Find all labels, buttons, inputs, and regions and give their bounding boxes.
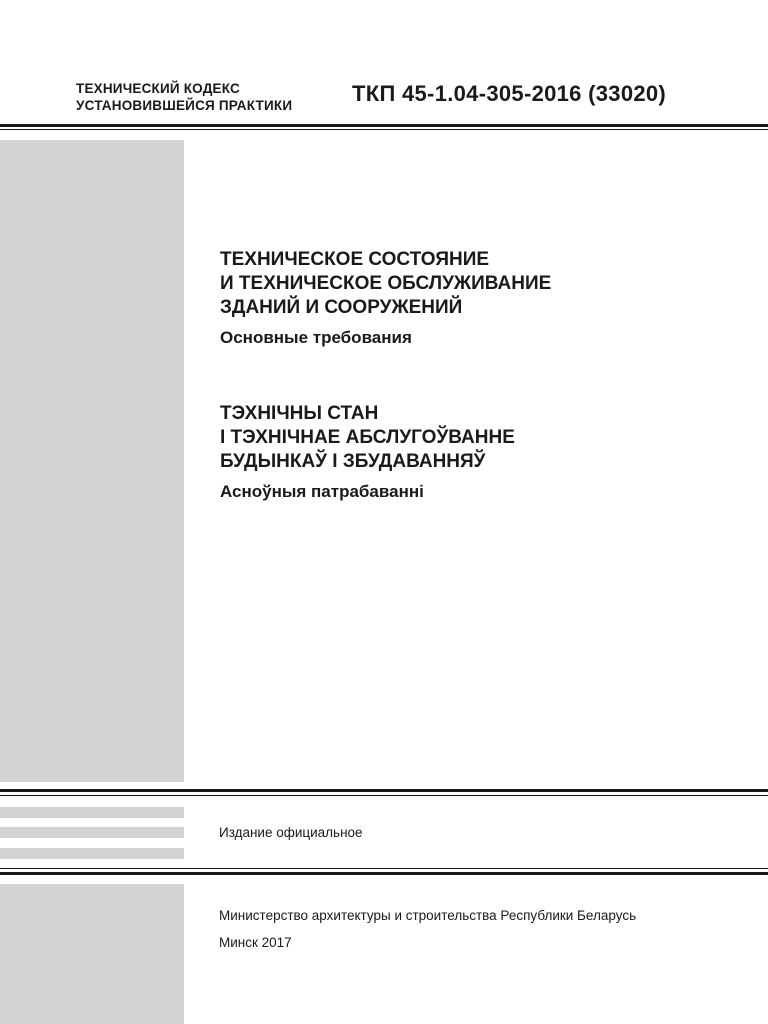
edition-stripe-1 [0,807,184,818]
subtitle-russian: Основные требования [220,328,412,347]
document-code: ТКП 45-1.04-305-2016 (33020) [352,81,667,106]
top-rule-thick [0,124,768,127]
lower-rule-thin [0,868,768,869]
title-belarusian-line-2: І ТЭХНІЧНАЕ АБСЛУГОЎВАННЕ [220,427,515,448]
top-rule-thin [0,129,768,130]
left-gray-column [0,140,184,782]
city-year: Минск 2017 [219,935,292,950]
document-type-line-2: УСТАНОВИВШЕЙСЯ ПРАКТИКИ [76,98,293,113]
bottom-gray-block [0,884,184,1024]
lower-rule-thick [0,872,768,875]
document-type [76,80,292,114]
edition-stripe-3 [0,848,184,859]
title-belarusian [220,402,515,474]
document-type-line-1: ТЕХНИЧЕСКИЙ КОДЕКС [76,81,240,96]
title-russian-line-2: И ТЕХНИЧЕСКОЕ ОБСЛУЖИВАНИЕ [220,273,552,294]
title-russian-line-3: ЗДАНИЙ И СООРУЖЕНИЙ [220,297,463,318]
edition-stripe-2 [0,827,184,838]
middle-rule-thin [0,795,768,796]
title-belarusian-line-1: ТЭХНІЧНЫ СТАН [220,403,379,424]
middle-rule-thick [0,789,768,792]
title-russian-line-1: ТЕХНИЧЕСКОЕ СОСТОЯНИЕ [220,249,490,270]
title-belarusian-line-3: БУДЫНКАЎ І ЗБУДАВАННЯЎ [220,451,486,472]
publisher: Министерство архитектуры и строительства Республики Беларусь [219,908,637,923]
title-russian [220,248,551,320]
subtitle-belarusian: Асноўныя патрабаванні [220,482,424,501]
edition-label: Издание официальное [219,825,363,840]
